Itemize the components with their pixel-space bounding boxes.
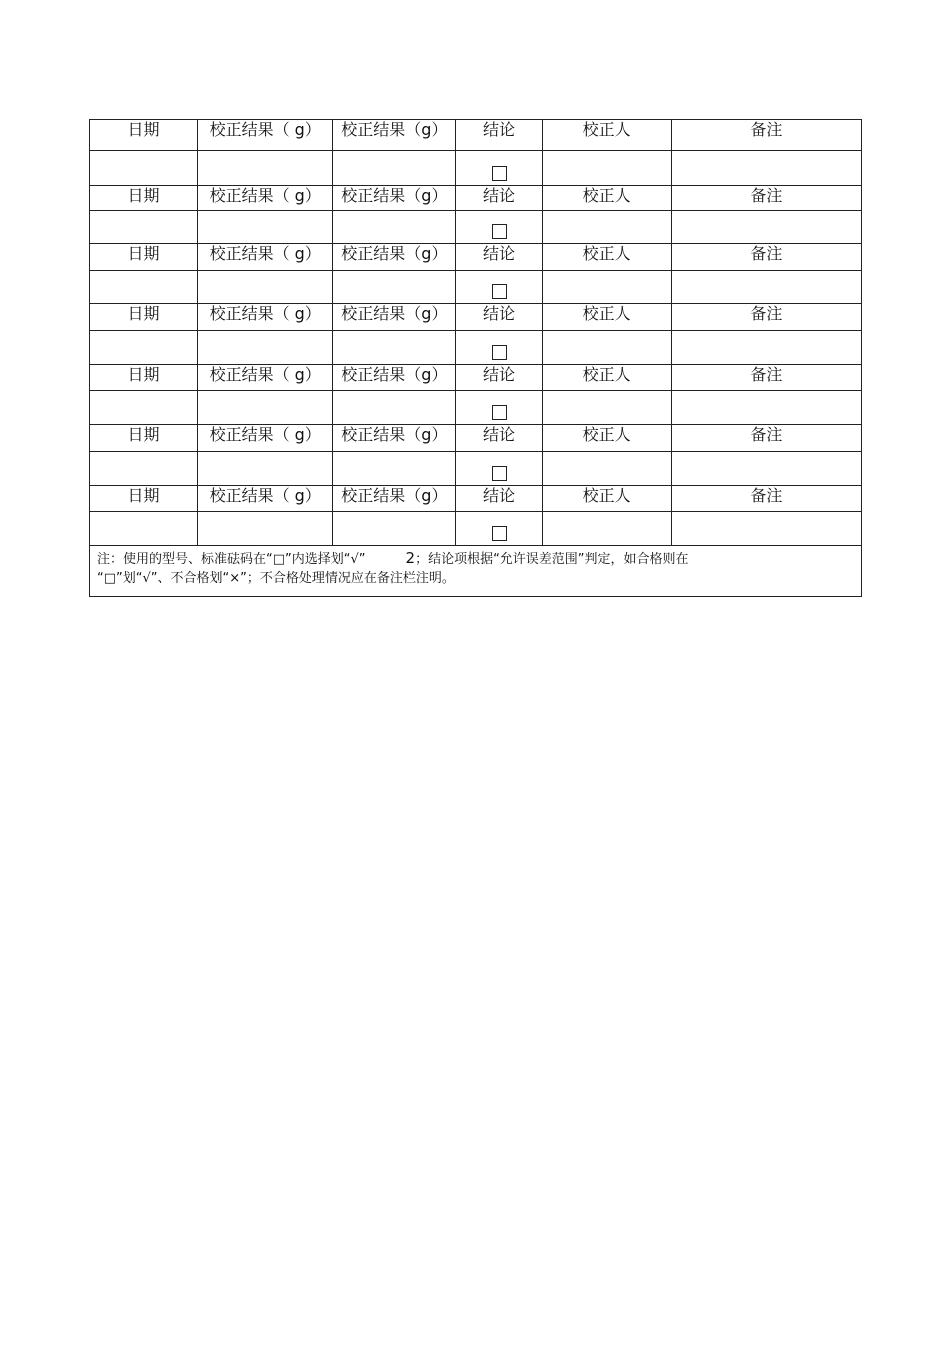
conclusion-checkbox[interactable] [492,284,507,299]
entry-row [90,512,862,546]
entry-cell[interactable] [333,391,456,425]
note-line-1 [97,549,855,569]
header-cell: 结论 [456,120,542,151]
header-cell: 备注 [671,304,861,331]
entry-cell[interactable] [198,151,333,186]
header-cell: 校正人 [542,186,671,211]
header-cell: 校正结果（ g） [198,120,333,151]
header-cell: 备注 [671,244,861,271]
entry-cell[interactable] [333,211,456,244]
entry-cell[interactable] [542,391,671,425]
entry-cell[interactable] [198,391,333,425]
entry-cell[interactable] [198,331,333,365]
entry-cell[interactable] [542,151,671,186]
header-cell: 校正结果（g） [333,244,456,271]
entry-cell[interactable] [333,452,456,486]
header-cell: 备注 [671,120,861,151]
entry-cell[interactable] [671,512,861,546]
header-cell: 校正人 [542,304,671,331]
note-row [90,546,862,597]
entry-cell [456,271,542,304]
entry-cell[interactable] [90,151,198,186]
header-cell: 校正结果（ g） [198,425,333,452]
header-cell: 结论 [456,244,542,271]
entry-cell[interactable] [542,271,671,304]
note-text-part-1: 注：使用的型号、标准砝码在“□”内选择划“√” [97,552,366,567]
entry-cell[interactable] [198,211,333,244]
header-cell: 校正人 [542,244,671,271]
header-cell: 日期 [90,425,198,452]
header-cell: 备注 [671,486,861,512]
header-cell: 校正结果（g） [333,186,456,211]
header-cell: 校正人 [542,365,671,391]
entry-cell [456,211,542,244]
header-cell: 校正结果（g） [333,120,456,151]
entry-cell[interactable] [542,512,671,546]
header-cell: 校正人 [542,120,671,151]
header-cell: 校正人 [542,486,671,512]
header-cell: 校正结果（ g） [198,304,333,331]
header-row [90,486,862,512]
entry-row [90,331,862,365]
entry-cell[interactable] [198,452,333,486]
entry-cell[interactable] [333,512,456,546]
header-row [90,120,862,151]
entry-cell [456,391,542,425]
entry-cell[interactable] [198,512,333,546]
entry-row [90,452,862,486]
entry-cell[interactable] [90,211,198,244]
entry-cell[interactable] [671,331,861,365]
header-cell: 校正结果（ g） [198,244,333,271]
entry-cell[interactable] [90,331,198,365]
header-cell: 结论 [456,486,542,512]
note-cell [90,546,862,597]
entry-cell[interactable] [90,271,198,304]
calibration-record-table [89,119,862,597]
entry-row [90,271,862,304]
header-cell: 日期 [90,120,198,151]
entry-cell[interactable] [90,391,198,425]
entry-cell[interactable] [671,391,861,425]
entry-row [90,211,862,244]
header-row [90,304,862,331]
conclusion-checkbox[interactable] [492,526,507,541]
entry-cell[interactable] [333,271,456,304]
header-cell: 校正结果（ g） [198,486,333,512]
header-cell: 备注 [671,425,861,452]
entry-cell [456,331,542,365]
header-cell: 备注 [671,365,861,391]
entry-cell[interactable] [333,331,456,365]
entry-cell [456,151,542,186]
conclusion-checkbox[interactable] [492,224,507,239]
entry-cell [456,452,542,486]
header-cell: 校正结果（g） [333,365,456,391]
entry-cell[interactable] [671,151,861,186]
header-cell: 日期 [90,304,198,331]
header-row [90,186,862,211]
header-cell: 校正人 [542,425,671,452]
header-row [90,365,862,391]
entry-cell[interactable] [333,151,456,186]
conclusion-checkbox[interactable] [492,466,507,481]
note-text-part-2: ；结论项根据“允许误差范围”判定，如合格则在 [415,552,689,567]
header-cell: 结论 [456,365,542,391]
header-cell: 日期 [90,186,198,211]
header-cell: 日期 [90,244,198,271]
header-cell: 校正结果（ g） [198,365,333,391]
conclusion-checkbox[interactable] [492,345,507,360]
header-cell: 结论 [456,186,542,211]
header-row [90,425,862,452]
header-cell: 校正结果（ g） [198,186,333,211]
entry-cell[interactable] [198,271,333,304]
conclusion-checkbox[interactable] [492,405,507,420]
entry-cell[interactable] [671,211,861,244]
entry-cell[interactable] [90,452,198,486]
entry-row [90,391,862,425]
header-cell: 校正结果（g） [333,425,456,452]
header-cell: 日期 [90,365,198,391]
entry-cell[interactable] [671,452,861,486]
header-cell: 校正结果（g） [333,486,456,512]
entry-cell[interactable] [542,452,671,486]
header-cell: 结论 [456,304,542,331]
entry-cell[interactable] [671,271,861,304]
entry-cell [456,512,542,546]
header-cell: 结论 [456,425,542,452]
entry-cell[interactable] [542,331,671,365]
note-number: 2 [405,549,416,567]
header-cell: 日期 [90,486,198,512]
header-row [90,244,862,271]
note-line-2: “□”划“√”、不合格划“×”；不合格处理情况应在备注栏注明。 [97,571,455,586]
header-cell: 校正结果（g） [333,304,456,331]
conclusion-checkbox[interactable] [492,166,507,181]
entry-cell[interactable] [542,211,671,244]
entry-cell[interactable] [90,512,198,546]
header-cell: 备注 [671,186,861,211]
entry-row [90,151,862,186]
